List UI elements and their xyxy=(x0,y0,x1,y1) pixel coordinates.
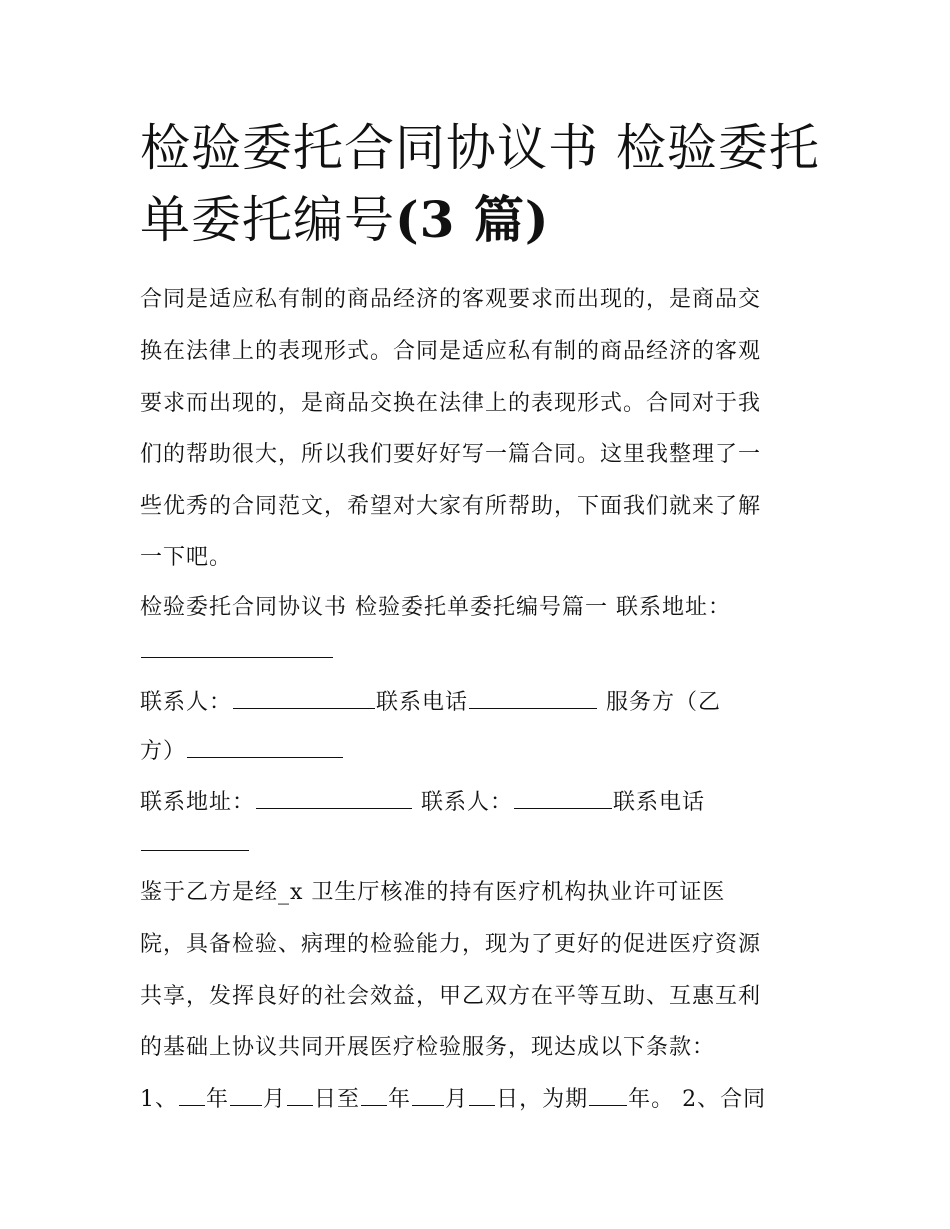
contact-person-blank[interactable] xyxy=(233,686,375,709)
contact-address-label: 联系地址： xyxy=(140,790,256,815)
body-line: 共享，发挥良好的社会效益，甲乙双方在平等互助、互惠互利 xyxy=(140,984,762,1009)
month-blank[interactable] xyxy=(412,1083,444,1106)
day-blank[interactable] xyxy=(469,1083,495,1106)
intro-line: 们的帮助很大，所以我们要好好写一篇合同。这里我整理了一 xyxy=(140,442,762,467)
service-party-label: 服务方（乙 xyxy=(598,690,722,715)
period-label: 日，为期 xyxy=(496,1087,589,1112)
day-label: 日至 xyxy=(314,1087,361,1112)
contact-address-blank[interactable] xyxy=(256,786,412,809)
year-blank[interactable] xyxy=(361,1083,387,1106)
contact-row-1 xyxy=(140,686,830,718)
month-label: 月 xyxy=(263,1087,287,1112)
contact-row-3 xyxy=(140,786,830,818)
intro-line: 些优秀的合同范文，希望对大家有所帮助，下面我们就来了解 xyxy=(140,494,762,519)
years-label: 年。 2、合同 xyxy=(628,1087,767,1112)
intro-line: 合同是适应私有制的商品经济的客观要求而出现的，是商品交 xyxy=(140,287,762,312)
month-blank[interactable] xyxy=(230,1083,262,1106)
service-party-label-cont: 方） xyxy=(140,739,187,764)
intro-line: 一下吧。 xyxy=(140,545,233,570)
day-blank[interactable] xyxy=(287,1083,313,1106)
contact-phone-blank[interactable] xyxy=(469,686,597,709)
title-line-1: 检验委托合同协议书 检验委托 xyxy=(140,119,820,177)
contact-person-label: 联系人： xyxy=(140,690,233,715)
document-title xyxy=(140,112,830,256)
address-field-row xyxy=(140,635,830,667)
body-line: 鉴于乙方是经_x 卫生厅核准的持有医疗机构执业许可证医 xyxy=(140,880,726,905)
body-line: 的基础上协议共同开展医疗检验服务，现达成以下条款： xyxy=(140,1035,716,1060)
contact-row-2 xyxy=(140,735,830,767)
term-clause xyxy=(140,1083,830,1115)
contact-phone-label-2: 联系电话 xyxy=(613,790,706,815)
year-label: 年 xyxy=(388,1087,412,1112)
intro-line: 换在法律上的表现形式。合同是适应私有制的商品经济的客观 xyxy=(140,339,762,364)
contact-person-blank-2[interactable] xyxy=(514,786,612,809)
month-label: 月 xyxy=(445,1087,469,1112)
clause-number: 1、 xyxy=(140,1087,178,1112)
section-heading: 检验委托合同协议书 检验委托单委托编号篇一 联系地址： xyxy=(140,595,731,620)
years-blank[interactable] xyxy=(589,1083,627,1106)
intro-line: 要求而出现的，是商品交换在法律上的表现形式。合同对于我 xyxy=(140,391,762,416)
year-blank[interactable] xyxy=(179,1083,205,1106)
service-party-blank[interactable] xyxy=(187,735,343,758)
address-blank[interactable] xyxy=(141,635,333,658)
body-line: 院，具备检验、病理的检验能力，现为了更好的促进医疗资源 xyxy=(140,932,762,957)
contact-row-4 xyxy=(140,828,830,860)
contact-person-label-2: 联系人： xyxy=(413,790,514,815)
title-line-2a: 单委托编号 xyxy=(140,191,395,249)
contact-phone-blank-2[interactable] xyxy=(141,828,249,851)
title-line-2b: (3 篇) xyxy=(395,190,550,249)
year-label: 年 xyxy=(206,1087,230,1112)
contact-phone-label: 联系电话 xyxy=(376,690,469,715)
